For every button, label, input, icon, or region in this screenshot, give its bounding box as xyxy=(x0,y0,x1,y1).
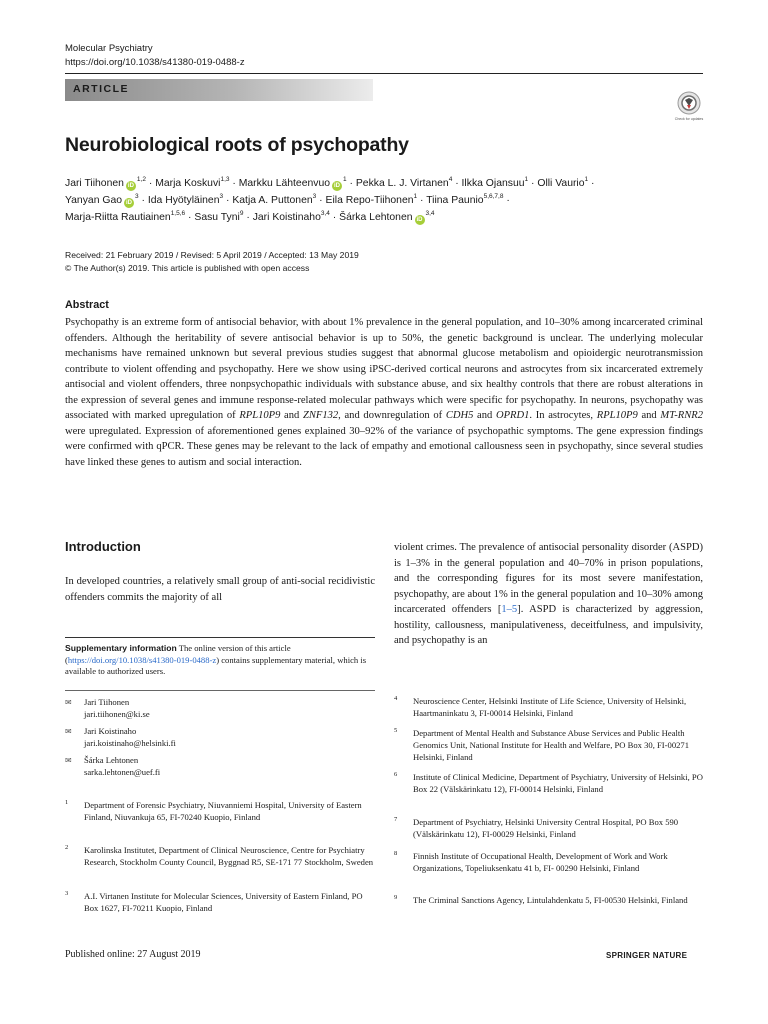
author-separator: · xyxy=(223,195,233,206)
abstract-body xyxy=(65,315,703,470)
affiliation-number: 5 xyxy=(394,727,398,734)
affiliation-item xyxy=(394,695,703,720)
author-separator: · xyxy=(329,212,340,223)
author-separator: · xyxy=(452,178,462,189)
affiliation-item xyxy=(65,890,374,915)
correspondence-entry xyxy=(65,697,365,721)
author-separator: · xyxy=(588,178,595,189)
author-separator: · xyxy=(145,178,156,189)
affiliation-number: 9 xyxy=(394,894,398,901)
abstract-text: and xyxy=(280,410,303,421)
author-line-2 xyxy=(65,194,510,208)
author-name[interactable]: Šárka Lehtonen xyxy=(339,212,413,223)
author-affiliation-marker: 1 xyxy=(584,176,589,183)
affiliation-text: Finnish Institute of Occupational Health, Development of Work and Work Organizations, Topeliuksenkatu 41 b, FI- 00290 Helsinki, Finland xyxy=(413,851,668,873)
affiliation-text: A.I. Virtanen Institute for Molecular Sciences, University of Eastern Finland, PO Box 1627, FI-70211 Kuopio, Finland xyxy=(84,891,363,913)
author-name[interactable]: Jari Tiihonen xyxy=(65,178,124,189)
author-name[interactable]: Sasu Tyni xyxy=(194,212,240,223)
affiliation-number: 7 xyxy=(394,816,398,823)
crossmark-label: Check for updates xyxy=(674,117,704,121)
author-separator: · xyxy=(417,195,427,206)
correspondence-name: Šárka Lehtonen xyxy=(84,755,139,765)
affiliation-text: Department of Mental Health and Substance Abuse Services and Public Health Genomics Unit, National Institute for Health and Welfare, PO Box 30, FI-00271 Helsinki, Finland xyxy=(413,728,690,762)
author-affiliation-marker: 3,4 xyxy=(320,210,330,217)
author-affiliation-marker: 4 xyxy=(448,176,453,183)
author-separator: · xyxy=(528,178,538,189)
intro-text-part-2: ]. ASPD is characterized by aggression, hostility, callousness, manipulativeness, deceitfulness, and impulsivity, and psychopathy is an xyxy=(394,604,703,646)
orcid-icon[interactable]: iD xyxy=(126,200,132,206)
correspondence-name: Jari Koistinaho xyxy=(84,726,137,736)
author-affiliation-marker: 3 xyxy=(135,193,139,200)
affiliation-number: 2 xyxy=(65,844,69,851)
header-rule xyxy=(65,73,703,74)
affiliation-number: 3 xyxy=(65,890,69,897)
affiliation-item xyxy=(394,771,703,796)
gene-name: CDH5 xyxy=(445,410,474,421)
affiliation-text: The Criminal Sanctions Agency, Lintulahdenkatu 5, FI-00530 Helsinki, Finland xyxy=(413,895,688,905)
author-affiliation-marker: 3,4 xyxy=(425,210,435,217)
correspondence-email[interactable]: jari.koistinaho@helsinki.fi xyxy=(84,737,176,748)
author-affiliation-marker: 9 xyxy=(239,210,244,217)
author-name[interactable]: Pekka L. J. Virtanen xyxy=(355,178,449,189)
article-type-bar xyxy=(65,79,373,101)
gene-name: OPRD1 xyxy=(496,410,530,421)
author-name[interactable]: Marja Koskuvi xyxy=(155,178,221,189)
affiliation-item xyxy=(394,727,703,763)
abstract-text: , and downregulation of xyxy=(338,410,446,421)
gene-name: RPL10P9 xyxy=(239,410,281,421)
author-name[interactable]: Katja A. Puttonen xyxy=(232,195,313,206)
author-affiliation-marker: 1,5,6 xyxy=(170,210,186,217)
citation-link[interactable]: 1–5 xyxy=(501,604,518,615)
correspondence-text xyxy=(84,755,160,778)
abstract-text: Psychopathy is an extreme form of antisocial behavior, with about 1% prevalence in the general population, and 10–30% among incarcerated criminal offenders. Although the heritability of severe antisocial behavior is up to 50%, the genetic background is unclear. The underlying molecular mechanisms have remained unknown but several previous studies suggest that abnormal glucose metabolism and opioidergic neurotransmission contribute to violent offending and psychopathy. Here we show using iPSC-derived cortical neurons and astrocytes from six incarcerated extremely antisocial and violent offenders, three nonpsychopathic individuals with substance abuse, and six healthy controls that there are robust alterations in the expression of several genes and immune response-related molecular pathways which were specific for psychopathy. In neurons, psychopathy was associated with marked upregulation of xyxy=(65,317,703,421)
author-affiliation-marker: 1 xyxy=(524,176,529,183)
author-affiliation-marker: 1 xyxy=(413,193,418,200)
abstract-text: . In astrocytes, xyxy=(529,410,597,421)
gene-name: RPL10P9 xyxy=(596,410,638,421)
affiliation-number: 6 xyxy=(394,771,398,778)
orcid-icon[interactable]: iD xyxy=(416,217,423,223)
author-separator: · xyxy=(185,212,195,223)
correspondence-email[interactable]: jari.tiihonen@ki.se xyxy=(84,708,150,719)
affiliation-text: Karolinska Institutet, Department of Clinical Neuroscience, Centre for Psychiatry Research, Stockholm County Council, Byggnad R5, SE-171 77 Stockholm, Sweden xyxy=(84,845,374,867)
correspondence-entry xyxy=(65,726,365,750)
affiliation-text: Department of Forensic Psychiatry, Niuvanniemi Hospital, University of Eastern Finland, Niuvankuja 65, FI-70240 Kuopio, Finland xyxy=(84,800,362,822)
author-affiliation-marker: 1 xyxy=(343,176,347,183)
publisher-logo: SPRINGER NATURE xyxy=(606,951,688,960)
gene-name: ZNF132 xyxy=(302,410,339,421)
affiliation-item xyxy=(394,816,703,841)
article-type-label: ARTICLE xyxy=(73,83,129,95)
author-line-3 xyxy=(65,211,435,225)
author-separator: · xyxy=(316,195,326,206)
author-name[interactable]: Markku Lähteenvuo xyxy=(238,178,331,189)
affiliation-item xyxy=(65,799,374,824)
author-name[interactable]: Marja-Riitta Rautiainen xyxy=(65,212,171,223)
affiliation-item xyxy=(394,850,703,875)
correspondence-name: Jari Tiihonen xyxy=(84,697,130,707)
correspondence-text xyxy=(84,726,176,749)
supplementary-info xyxy=(65,643,375,678)
received-dates: Received: 21 February 2019 / Revised: 5 April 2019 / Accepted: 13 May 2019 xyxy=(65,250,359,260)
affiliation-text: Institute of Clinical Medicine, Department of Psychiatry, University of Helsinki, PO Box 22 (Välskärinkatu 12), FI-00014 Helsinki, Finland xyxy=(413,772,703,794)
gene-name: MT-RNR2 xyxy=(660,410,703,421)
supplementary-text-end: ) contains supplementary material, which is available to authorized users. xyxy=(65,654,367,676)
author-name[interactable]: Tiina Paunio xyxy=(426,195,484,206)
introduction-right-column xyxy=(394,540,703,649)
supplementary-label: Supplementary information xyxy=(65,643,177,653)
author-name[interactable]: Eila Repo-Tiihonen xyxy=(325,195,414,206)
author-separator: · xyxy=(138,195,148,206)
abstract-text: were upregulated. Expression of aforementioned genes explained 30–92% of the variance of psychopathic symptoms. The gene expression findings were confirmed with qPCR. These genes may be relevant to the lack of empathy and emotional callousness seen in psychopathy, since several studies have linked these genes to autism and social interaction. xyxy=(65,425,703,468)
article-title: Neurobiological roots of psychopathy xyxy=(65,134,409,156)
envelope-icon[interactable]: ✉ xyxy=(65,756,72,765)
author-name[interactable]: Ilkka Ojansuu xyxy=(461,178,525,189)
author-affiliation-marker: 3 xyxy=(312,193,317,200)
supplementary-text: The online version of this article ( xyxy=(65,643,291,665)
footnote-rule xyxy=(65,690,375,691)
published-date: Published online: 27 August 2019 xyxy=(65,949,201,960)
affiliation-item xyxy=(394,894,703,907)
author-name[interactable]: Jari Koistinaho xyxy=(252,212,321,223)
author-name[interactable]: Yanyan Gao xyxy=(65,195,122,206)
intro-text-part-1: violent crimes. The prevalence of antisocial personality disorder (ASPD) is 1–3% in the general population and 40–70% in prison populations, and the corresponding figures for its most severe manifestation, psychopathy, are about 1% in the general population and 10–30% among incarcerated offenders [ xyxy=(394,542,703,615)
introduction-heading: Introduction xyxy=(65,539,141,554)
correspondence-email[interactable]: sarka.lehtonen@uef.fi xyxy=(84,766,161,777)
license-notice: © The Author(s) 2019. This article is published with open access xyxy=(65,263,310,273)
author-line-1 xyxy=(65,177,595,191)
abstract-heading: Abstract xyxy=(65,299,109,311)
author-name[interactable]: Ida Hyötyläinen xyxy=(147,195,220,206)
journal-name: Molecular Psychiatry xyxy=(65,43,153,54)
envelope-icon[interactable]: ✉ xyxy=(65,698,72,707)
affiliation-text: Department of Psychiatry, Helsinki University Central Hospital, PO Box 590 (Välskärinkatu 12), FI-00029 Helsinki, Finland xyxy=(413,817,679,839)
envelope-icon[interactable]: ✉ xyxy=(65,727,72,736)
affiliation-number: 8 xyxy=(394,850,398,857)
abstract-text: and xyxy=(473,410,496,421)
correspondence-entry xyxy=(65,755,365,779)
correspondence-text xyxy=(84,697,150,720)
author-separator: · xyxy=(243,212,253,223)
orcid-icon[interactable]: iD xyxy=(334,183,341,189)
author-separator: · xyxy=(346,178,356,189)
check-for-updates-icon[interactable] xyxy=(674,90,704,124)
abstract-text: and xyxy=(637,410,661,421)
affiliation-number: 1 xyxy=(65,799,69,806)
author-affiliation-marker: 3 xyxy=(219,193,224,200)
supplementary-rule xyxy=(65,637,375,638)
author-affiliation-marker: 5,6,7,8 xyxy=(483,193,504,200)
orcid-icon[interactable]: iD xyxy=(127,183,134,189)
author-affiliation-marker: 1,2 xyxy=(136,176,146,183)
author-name[interactable]: Olli Vaurio xyxy=(537,178,585,189)
doi-link[interactable]: https://doi.org/10.1038/s41380-019-0488-z xyxy=(65,57,245,68)
supplementary-link[interactable]: https://doi.org/10.1038/s41380-019-0488-z xyxy=(67,654,217,665)
affiliation-item xyxy=(65,844,374,869)
affiliation-number: 4 xyxy=(394,695,398,702)
author-affiliation-marker: 1,3 xyxy=(220,176,230,183)
author-separator: · xyxy=(229,178,239,189)
affiliation-text: Neuroscience Center, Helsinki Institute of Life Science, University of Helsinki, Haartmaninkatu 3, FI-00014 Helsinki, Finland xyxy=(413,696,687,718)
author-separator: · xyxy=(503,195,510,206)
introduction-left-column: In developed countries, a relatively small group of anti-social recidivistic offenders commits the majority of all xyxy=(65,576,375,603)
